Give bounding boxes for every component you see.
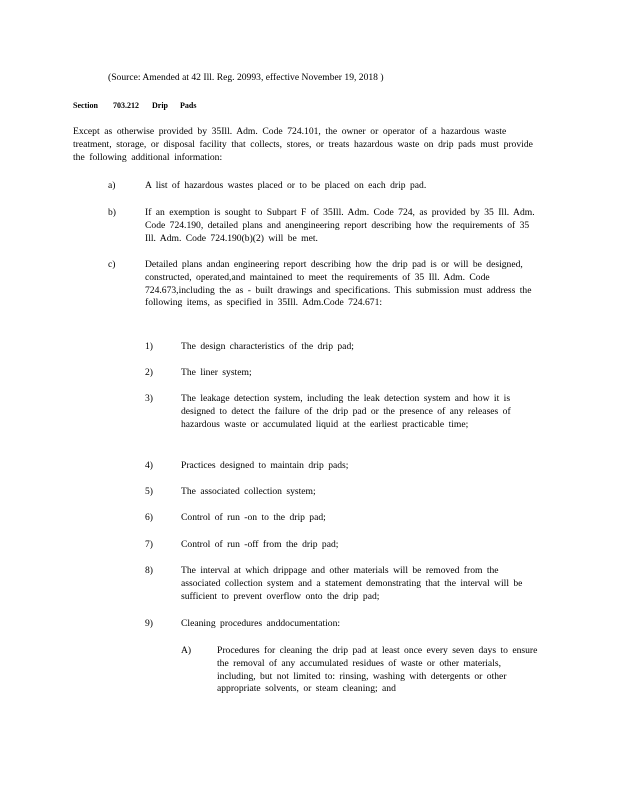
subitem-text: The leakage detection system, including the leak detection system and how it is designed to detect the failure of the drip pad or the presence of any releases of hazardous waste or accumulated liquid at the earliest practicable time;	[181, 393, 511, 430]
subitem-label: 1)	[145, 341, 153, 352]
item-text: A list of hazardous wastes placed or to be placed on each drip pad.	[145, 180, 427, 191]
section-title-word-1: Drip	[152, 101, 168, 110]
subitem-label: 3)	[145, 393, 153, 404]
item-label: a)	[108, 180, 116, 191]
section-number: 703.212	[113, 101, 139, 110]
intro-paragraph: Except as otherwise provided by 35Ill. Adm. Code 724.101, the owner or operator of a hazardous waste treatment, storage, or disposal facility that collects, stores, or treats hazardous waste on drip pads must provide the following additional information:	[73, 126, 533, 163]
subitem-label: 4)	[145, 460, 153, 471]
item-text: Detailed plans andan engineering report describing how the drip pad is or will be designed, constructed, operated,and maintained to meet the requirements of 35 Ill. Adm. Code 724.673,including the as - built drawings and specifications. This submission must address the following items, as specified in 35Ill. Adm.Code 724.671:	[145, 259, 532, 309]
subitem-label: 9)	[145, 618, 153, 629]
subsubitem-text: Procedures for cleaning the drip pad at least once every seven days to ensure the removal of any accumulated residues of waste or other materials, including, but not limited to: rinsing, washing with detergents or other appropriate solvents, or steam cleaning; and	[217, 645, 538, 695]
source-note: (Source: Amended at 42 Ill. Reg. 20993, effective November 19, 2018 )	[108, 72, 384, 83]
section-title-word-2: Pads	[180, 101, 197, 110]
subitem-text: Control of run -on to the drip pad;	[181, 512, 326, 523]
item-label: c)	[108, 259, 116, 270]
subitem-text: Cleaning procedures anddocumentation:	[181, 618, 341, 629]
subitem-label: 5)	[145, 486, 153, 497]
item-text: If an exemption is sought to Subpart F of 35Ill. Adm. Code 724, as provided by 35 Ill. Adm. Code 724.190, detailed plans and anengineering report describing how the requirements of 35 Ill. Adm. Code 724.190(b)(2) will be met.	[145, 207, 535, 244]
subitem-label: 7)	[145, 539, 153, 550]
section-label: Section	[73, 101, 98, 110]
subitem-text: The liner system;	[181, 367, 252, 378]
subitem-text: The interval at which drippage and other materials will be removed from the associated collection system and a statement demonstrating that the interval will be sufficient to prevent overflow onto the drip pad;	[181, 565, 523, 602]
subitem-label: 8)	[145, 565, 153, 576]
subitem-text: The associated collection system;	[181, 486, 316, 497]
subitem-text: The design characteristics of the drip pad;	[181, 341, 354, 352]
subitem-label: 2)	[145, 367, 153, 378]
subsubitem-label: A)	[181, 645, 192, 656]
subitem-label: 6)	[145, 512, 153, 523]
subitem-text: Control of run -off from the drip pad;	[181, 539, 339, 550]
item-label: b)	[108, 207, 116, 218]
subitem-text: Practices designed to maintain drip pads;	[181, 460, 349, 471]
